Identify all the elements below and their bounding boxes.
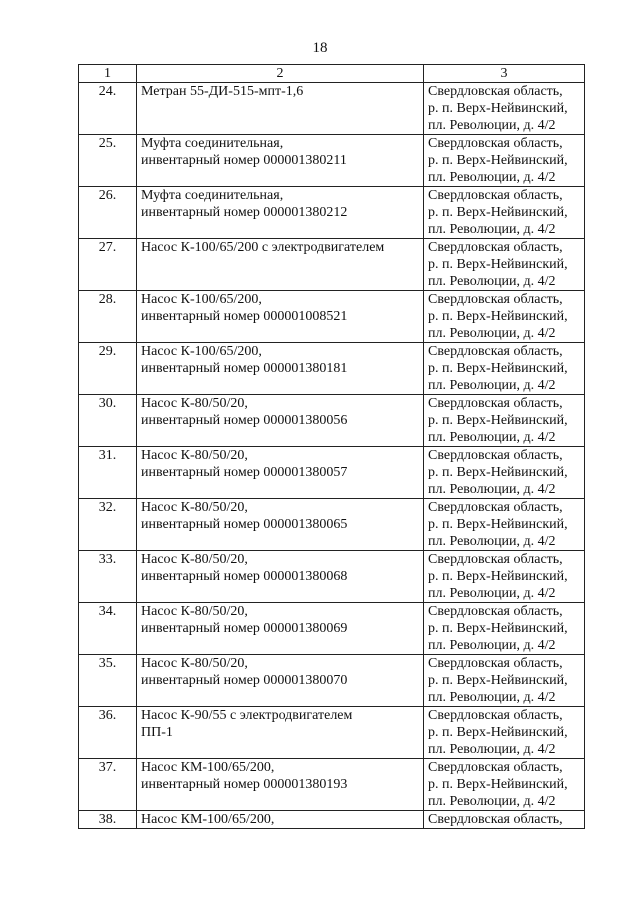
table-row	[79, 707, 585, 759]
row-number: 26.	[79, 187, 137, 239]
address-cell	[424, 499, 585, 551]
item-name-cell	[137, 447, 424, 499]
address-line: р. п. Верх-Нейвинский,	[428, 309, 568, 324]
address-line: р. п. Верх-Нейвинский,	[428, 361, 568, 376]
address-line: пл. Революции, д. 4/2	[428, 534, 556, 549]
item-name-line: Насос К-80/50/20,	[141, 604, 248, 619]
address-line: Свердловская область,	[428, 448, 563, 463]
address-cell	[424, 187, 585, 239]
address-cell	[424, 83, 585, 135]
address-line: р. п. Верх-Нейвинский,	[428, 725, 568, 740]
address-line: р. п. Верх-Нейвинский,	[428, 413, 568, 428]
table-row	[79, 83, 585, 135]
table-row	[79, 551, 585, 603]
item-name-line: Насос К-90/55 с электродвигателем	[141, 708, 353, 723]
row-number: 29.	[79, 343, 137, 395]
row-number: 32.	[79, 499, 137, 551]
row-number: 37.	[79, 759, 137, 811]
address-line: Свердловская область,	[428, 812, 563, 827]
item-name-cell	[137, 83, 424, 135]
address-line: р. п. Верх-Нейвинский,	[428, 569, 568, 584]
item-name-cell	[137, 135, 424, 187]
address-cell	[424, 707, 585, 759]
table-row	[79, 291, 585, 343]
address-line: Свердловская область,	[428, 396, 563, 411]
item-name-line: инвентарный номер 000001380211	[141, 153, 347, 168]
item-name-line: Насос КМ-100/65/200,	[141, 760, 275, 775]
address-line: р. п. Верх-Нейвинский,	[428, 205, 568, 220]
address-line: Свердловская область,	[428, 292, 563, 307]
table-row	[79, 447, 585, 499]
address-line: Свердловская область,	[428, 708, 563, 723]
item-name-line: инвентарный номер 000001380181	[141, 361, 348, 376]
item-name-line: инвентарный номер 000001380068	[141, 569, 348, 584]
item-name-cell	[137, 239, 424, 291]
item-name-cell	[137, 603, 424, 655]
item-name-line: Насос К-100/65/200,	[141, 344, 262, 359]
page-number: 18	[312, 40, 328, 56]
address-line: пл. Революции, д. 4/2	[428, 378, 556, 393]
address-line: пл. Революции, д. 4/2	[428, 482, 556, 497]
item-name-line: Насос К-80/50/20,	[141, 396, 248, 411]
row-number: 38.	[79, 811, 137, 829]
address-line: Свердловская область,	[428, 136, 563, 151]
item-name-line: инвентарный номер 000001380193	[141, 777, 348, 792]
header-col-3: 3	[424, 65, 585, 83]
address-cell	[424, 395, 585, 447]
item-name-cell	[137, 811, 424, 829]
item-name-line: Метран 55-ДИ-515-мпт-1,6	[141, 84, 304, 99]
item-name-line: Насос К-100/65/200,	[141, 292, 262, 307]
item-name-cell	[137, 551, 424, 603]
table-row	[79, 239, 585, 291]
item-name-cell	[137, 655, 424, 707]
table-body	[79, 83, 585, 829]
table-header-row	[79, 65, 585, 83]
item-name-line: Насос К-80/50/20,	[141, 448, 248, 463]
address-line: р. п. Верх-Нейвинский,	[428, 621, 568, 636]
address-line: Свердловская область,	[428, 500, 563, 515]
address-line: пл. Революции, д. 4/2	[428, 794, 556, 809]
address-cell	[424, 551, 585, 603]
row-number: 33.	[79, 551, 137, 603]
item-name-line: Насос К-80/50/20,	[141, 500, 248, 515]
item-name-line: Муфта соединительная,	[141, 136, 284, 151]
item-name-cell	[137, 187, 424, 239]
item-name-line: Насос КМ-100/65/200,	[141, 812, 275, 827]
row-number: 24.	[79, 83, 137, 135]
address-cell	[424, 759, 585, 811]
row-number: 27.	[79, 239, 137, 291]
row-number: 35.	[79, 655, 137, 707]
address-line: Свердловская область,	[428, 552, 563, 567]
address-line: р. п. Верх-Нейвинский,	[428, 673, 568, 688]
address-line: пл. Революции, д. 4/2	[428, 742, 556, 757]
row-number: 30.	[79, 395, 137, 447]
item-name-line: инвентарный номер 000001380057	[141, 465, 348, 480]
item-name-line: инвентарный номер 000001380065	[141, 517, 348, 532]
item-name-line: инвентарный номер 000001380070	[141, 673, 348, 688]
address-cell	[424, 239, 585, 291]
table-row	[79, 395, 585, 447]
row-number: 34.	[79, 603, 137, 655]
address-line: р. п. Верх-Нейвинский,	[428, 777, 568, 792]
address-line: пл. Революции, д. 4/2	[428, 170, 556, 185]
address-cell	[424, 655, 585, 707]
address-line: р. п. Верх-Нейвинский,	[428, 257, 568, 272]
address-line: Свердловская область,	[428, 604, 563, 619]
item-name-line: инвентарный номер 000001380056	[141, 413, 348, 428]
address-line: пл. Революции, д. 4/2	[428, 326, 556, 341]
address-cell	[424, 447, 585, 499]
item-name-line: Насос К-80/50/20,	[141, 656, 248, 671]
item-name-line: ПП-1	[141, 725, 173, 740]
item-name-cell	[137, 759, 424, 811]
table-row	[79, 811, 585, 829]
address-line: Свердловская область,	[428, 760, 563, 775]
property-table	[78, 64, 585, 829]
address-line: пл. Революции, д. 4/2	[428, 586, 556, 601]
item-name-cell	[137, 291, 424, 343]
table-row	[79, 603, 585, 655]
table-row	[79, 499, 585, 551]
row-number: 36.	[79, 707, 137, 759]
table-row	[79, 759, 585, 811]
address-line: пл. Революции, д. 4/2	[428, 430, 556, 445]
address-line: пл. Революции, д. 4/2	[428, 638, 556, 653]
row-number: 31.	[79, 447, 137, 499]
address-cell	[424, 135, 585, 187]
address-cell	[424, 603, 585, 655]
address-cell	[424, 811, 585, 829]
row-number: 25.	[79, 135, 137, 187]
item-name-cell	[137, 707, 424, 759]
header-col-1: 1	[79, 65, 137, 83]
address-line: Свердловская область,	[428, 84, 563, 99]
address-line: Свердловская область,	[428, 344, 563, 359]
item-name-line: инвентарный номер 000001008521	[141, 309, 348, 324]
item-name-cell	[137, 395, 424, 447]
address-line: Свердловская область,	[428, 656, 563, 671]
item-name-line: Муфта соединительная,	[141, 188, 284, 203]
address-line: пл. Революции, д. 4/2	[428, 118, 556, 133]
address-line: р. п. Верх-Нейвинский,	[428, 465, 568, 480]
address-cell	[424, 343, 585, 395]
address-line: Свердловская область,	[428, 240, 563, 255]
item-name-line: Насос К-80/50/20,	[141, 552, 248, 567]
item-name-line: инвентарный номер 000001380212	[141, 205, 348, 220]
table-row	[79, 135, 585, 187]
item-name-line: инвентарный номер 000001380069	[141, 621, 348, 636]
header-col-2: 2	[137, 65, 424, 83]
item-name-line: Насос К-100/65/200 с электродвигателем	[141, 240, 385, 255]
address-line: р. п. Верх-Нейвинский,	[428, 153, 568, 168]
table-row	[79, 343, 585, 395]
item-name-cell	[137, 499, 424, 551]
address-line: пл. Революции, д. 4/2	[428, 690, 556, 705]
item-name-cell	[137, 343, 424, 395]
address-line: р. п. Верх-Нейвинский,	[428, 517, 568, 532]
table-row	[79, 655, 585, 707]
address-cell	[424, 291, 585, 343]
address-line: пл. Революции, д. 4/2	[428, 274, 556, 289]
row-number: 28.	[79, 291, 137, 343]
table-row	[79, 187, 585, 239]
address-line: р. п. Верх-Нейвинский,	[428, 101, 568, 116]
address-line: Свердловская область,	[428, 188, 563, 203]
address-line: пл. Революции, д. 4/2	[428, 222, 556, 237]
